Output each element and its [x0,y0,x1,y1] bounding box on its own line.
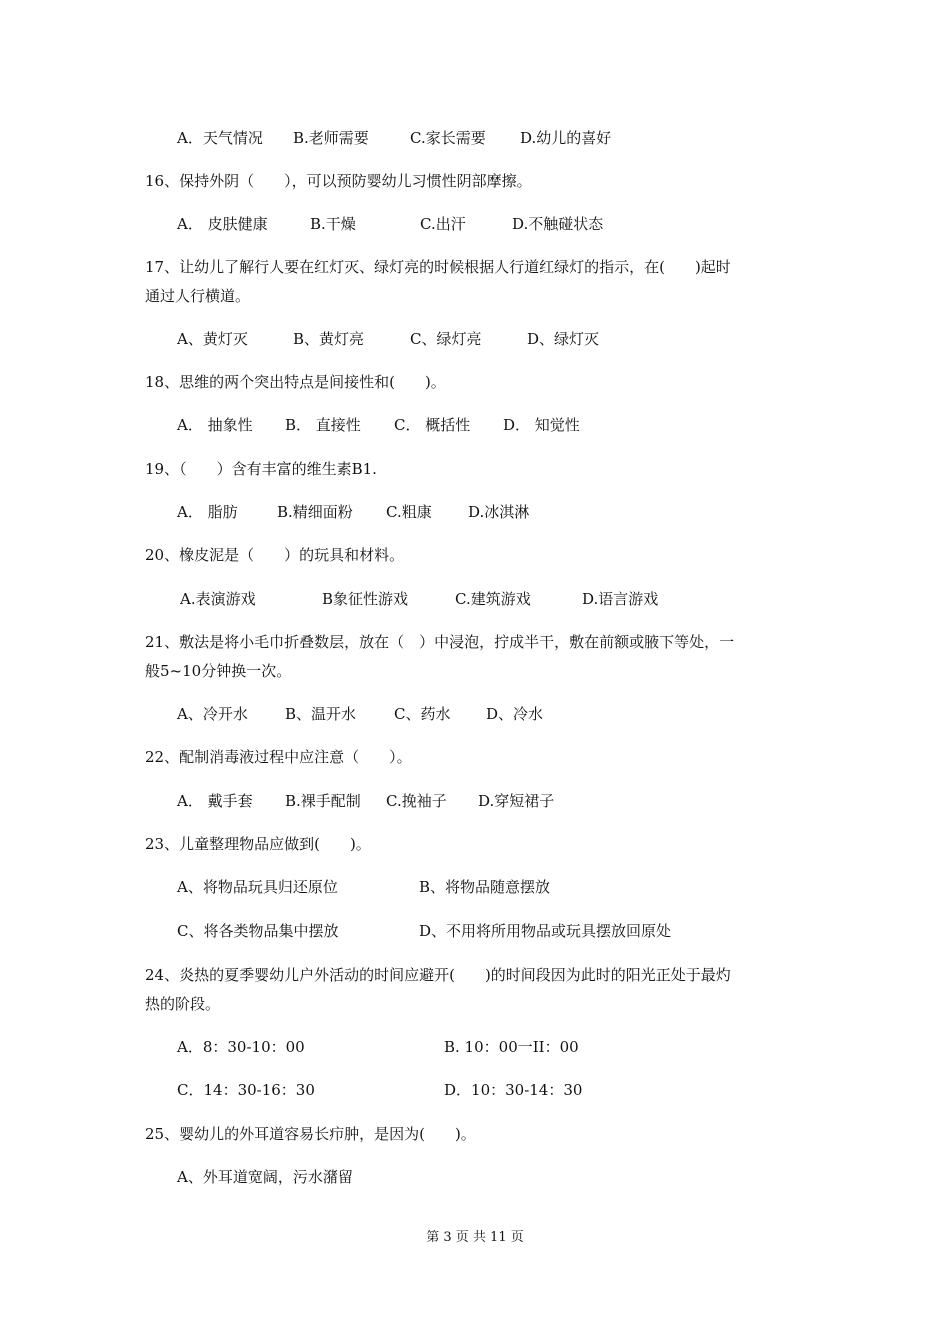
question-line: 17、让幼儿了解行人要在红灯灭、绿灯亮的时候根据人行道红绿灯的指示，在( )起时 [145,258,731,276]
answer-option: D.冰淇淋 [468,503,530,521]
answer-option: B、温开水 [285,705,357,723]
answer-option: A．8：30-10：00 [177,1038,305,1056]
answer-option: D、绿灯灭 [527,330,600,348]
answer-option: C.家长需要 [410,129,486,147]
answer-option: C.出汗 [420,215,466,233]
question-line: 19、（ ）含有丰富的维生素B1. [145,460,377,478]
question-line: 18、思维的两个突出特点是间接性和( )。 [145,373,446,391]
answer-option: C.建筑游戏 [455,590,531,608]
question-line: 热的阶段。 [145,995,221,1013]
answer-option: B. 10：00一II：00 [444,1038,579,1056]
answer-option: B． 直接性 [285,416,361,434]
answer-option: C、药水 [394,705,451,723]
answer-option: D.幼儿的喜好 [520,129,612,147]
answer-option: D．10：30-14：30 [444,1081,583,1099]
answer-option: B.裸手配制 [285,792,361,810]
question-line: 22、配制消毒液过程中应注意（ ）。 [145,748,412,766]
answer-option: B.干燥 [310,215,356,233]
question-line: 般5~10分钟换一次。 [145,662,292,680]
answer-option: D.不触碰状态 [512,215,604,233]
answer-option: C、将各类物品集中摆放 [177,922,339,940]
answer-option: D． 知觉性 [503,416,580,434]
question-line: 21、敷法是将小毛巾折叠数层，放在（ ）中浸泡，拧成半干，敷在前额或腋下等处，一 [145,633,735,651]
answer-option: C．14：30-16：30 [177,1081,315,1099]
answer-option: B、将物品随意摆放 [419,878,551,896]
answer-option: A．天气情况 [177,129,263,147]
question-line: 16、保持外阴（ ），可以预防婴幼儿习惯性阴部摩擦。 [145,172,532,190]
answer-option: A． 皮肤健康 [177,215,268,233]
answer-option: A． 抽象性 [177,416,253,434]
answer-option: C、绿灯亮 [410,330,482,348]
answer-option: C.挽袖子 [386,792,447,810]
question-line: 24、炎热的夏季婴幼儿户外活动的时间应避开( )的时间段因为此时的阳光正处于最灼 [145,966,731,984]
page-footer: 第 3 页 共 11 页 [426,1230,524,1245]
answer-option: A、将物品玩具归还原位 [177,878,338,896]
answer-option: A.表演游戏 [180,590,256,608]
answer-option: D.语言游戏 [582,590,659,608]
answer-option: D.穿短裙子 [478,792,555,810]
question-line: 23、儿童整理物品应做到( )。 [145,835,371,853]
answer-option: A、黄灯灭 [177,330,248,348]
question-line: 25、婴幼儿的外耳道容易长疖肿，是因为( )。 [145,1125,476,1143]
answer-option: B、黄灯亮 [293,330,365,348]
answer-option: D、冷水 [486,705,544,723]
answer-option: B象征性游戏 [322,590,409,608]
question-line: 20、橡皮泥是（ ）的玩具和材料。 [145,546,405,564]
question-line: 通过人行横道。 [145,287,251,305]
answer-option: A、外耳道宽阔，污水潴留 [177,1168,353,1186]
answer-option: B.老师需要 [293,129,369,147]
answer-option: D、不用将所用物品或玩具摆放回原处 [419,922,672,940]
answer-option: A、冷开水 [177,705,248,723]
answer-option: A． 脂肪 [177,503,238,521]
answer-option: A． 戴手套 [177,792,253,810]
answer-option: C． 概括性 [394,416,471,434]
answer-option: C.粗康 [386,503,432,521]
answer-option: B.精细面粉 [277,503,353,521]
